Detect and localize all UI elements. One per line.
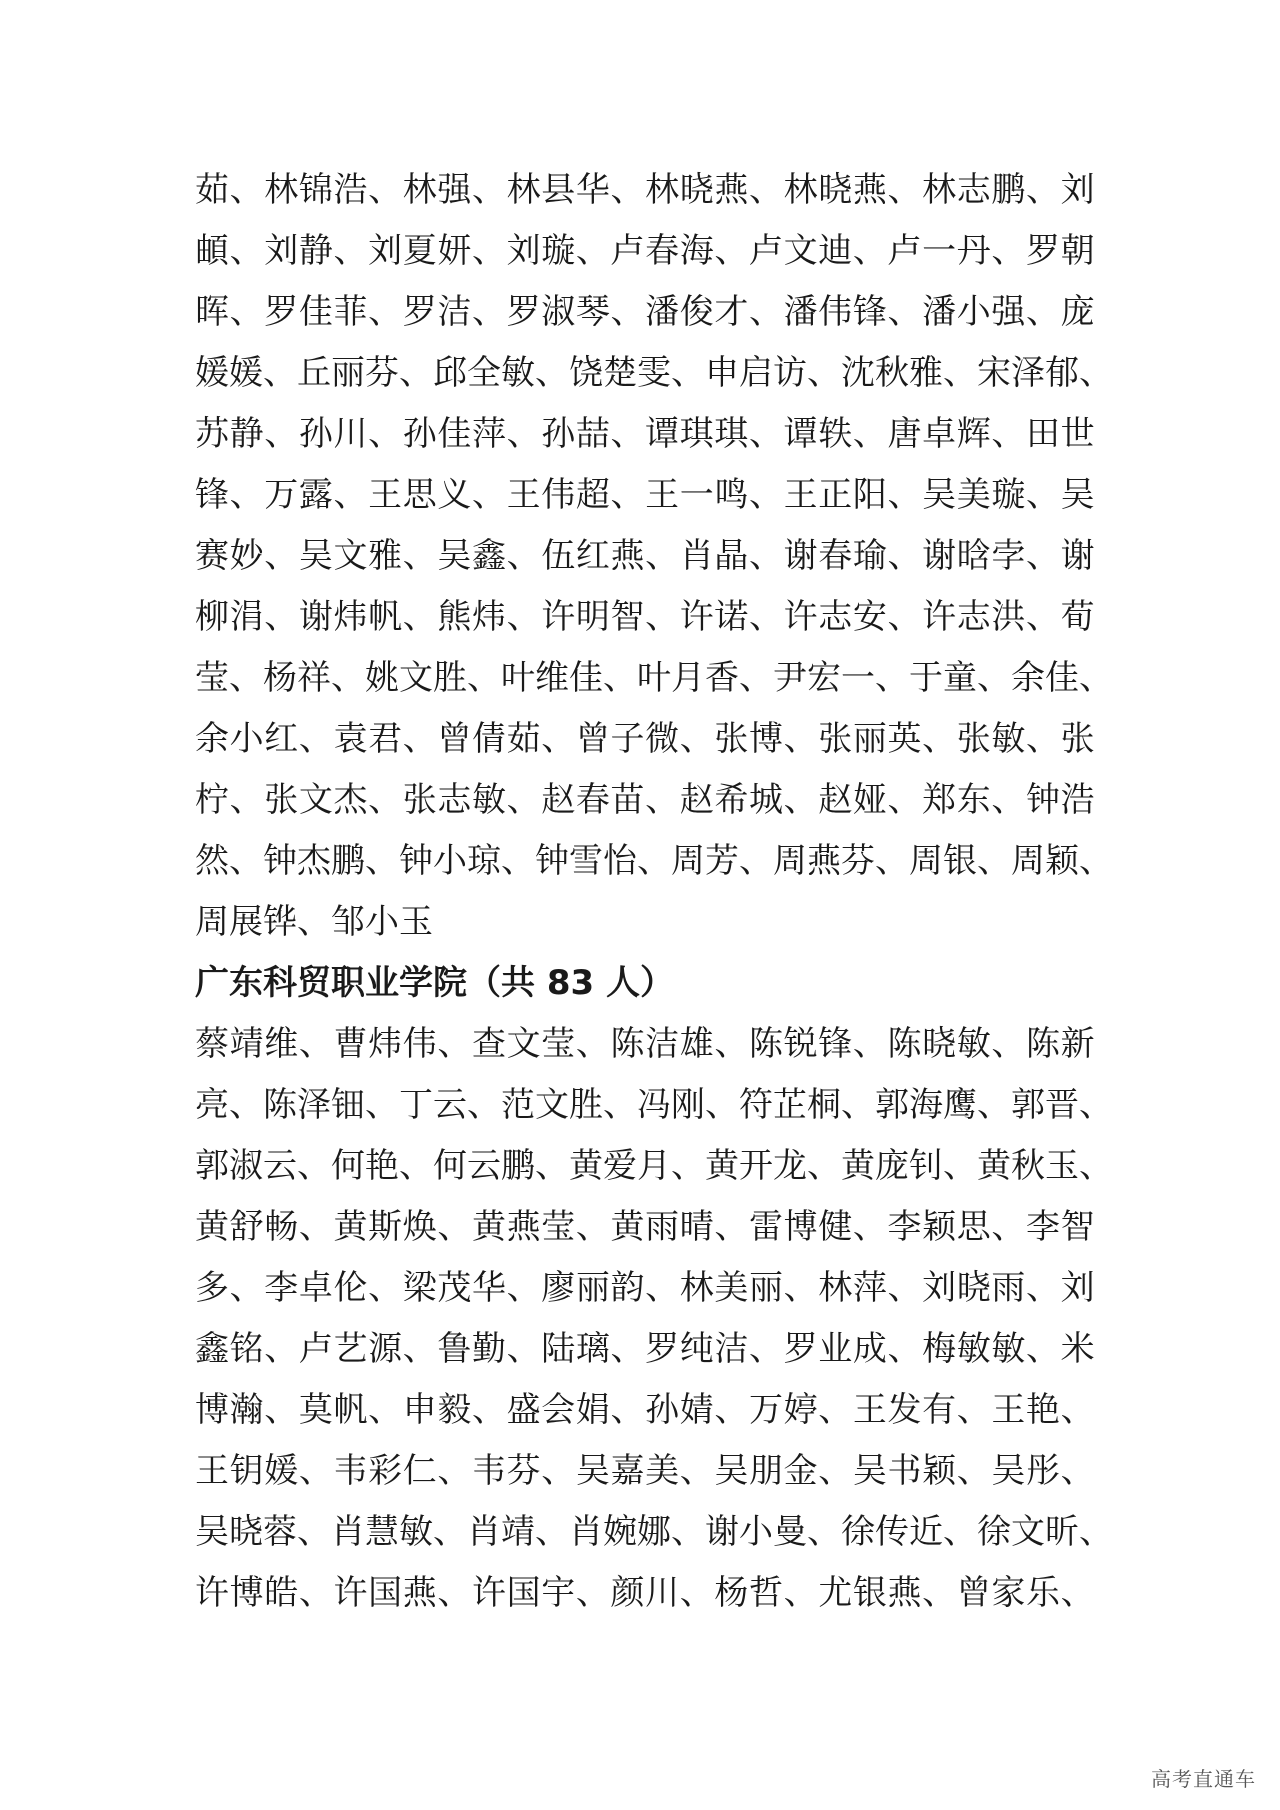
text-line: 然 、 钟 杰 鹏 、 钟 小 琼 、 钟 雪 怡 、 周 芳 、 周 燕 芬 、 周 银 、 周 颖 、 bbox=[195, 841, 1113, 881]
text-line: 頔 、 刘 静 、 刘 夏 妍 、 刘 璇 、 卢 春 海 、 卢 文 迪 、 卢 一 丹 、 罗 朝 bbox=[195, 231, 1095, 271]
text-line: 周展铧、邹小玉 bbox=[195, 902, 433, 942]
text-line: 苏 静 、 孙 川 、 孙 佳 萍 、 孙 喆 、 谭 琪 琪 、 谭 轶 、 唐 卓 辉 、 田 世 bbox=[195, 414, 1095, 454]
text-line: 蔡 靖 维 、 曹 炜 伟 、 查 文 莹 、 陈 洁 雄 、 陈 锐 锋 、 陈 晓 敏 、 陈 新 bbox=[195, 1024, 1095, 1064]
text-line: 莹 、 杨 祥 、 姚 文 胜 、 叶 维 佳 、 叶 月 香 、 尹 宏 一 、 于 童 、 余 佳 、 bbox=[195, 658, 1113, 698]
section-heading: 广东科贸职业学院（共 83 人） bbox=[195, 963, 674, 1003]
text-line: 余 小 红 、 袁 君 、 曾 倩 茹 、 曾 子 微 、 张 博 、 张 丽 英 、 张 敏 、 张 bbox=[195, 719, 1095, 759]
text-line: 赛 妙 、 吴 文 雅 、 吴 鑫 、 伍 红 燕 、 肖 晶 、 谢 春 瑜 、 谢 晗 孛 、 谢 bbox=[195, 536, 1095, 576]
text-line: 锋 、 万 露 、 王 思 义 、 王 伟 超 、 王 一 鸣 、 王 正 阳 、 吴 美 璇 、 吴 bbox=[195, 475, 1095, 515]
text-line: 媛 媛 、 丘 丽 芬 、 邱 全 敏 、 饶 楚 雯 、 申 启 访 、 沈 秋 雅 、 宋 泽 郁 、 bbox=[195, 353, 1113, 393]
document-page bbox=[195, 160, 1113, 1624]
text-line: 茹 、 林 锦 浩 、 林 强 、 林 县 华 、 林 晓 燕 、 林 晓 燕 、 林 志 鹏 、 刘 bbox=[195, 170, 1095, 210]
name-list-section-a bbox=[195, 160, 1113, 953]
text-line: 吴 晓 蓉 、 肖 慧 敏 、 肖 靖 、 肖 婉 娜 、 谢 小 曼 、 徐 传 近 、 徐 文 昕 、 bbox=[195, 1512, 1113, 1552]
text-line: 晖 、 罗 佳 菲 、 罗 洁 、 罗 淑 琴 、 潘 俊 才 、 潘 伟 锋 、 潘 小 强 、 庞 bbox=[195, 292, 1095, 332]
text-line: 博 瀚 、 莫 帆 、 申 毅 、 盛 会 娟 、 孙 婧 、 万 婷 、 王 发 有 、 王 艳 、 bbox=[195, 1390, 1095, 1430]
text-line: 鑫 铭 、 卢 艺 源 、 鲁 勤 、 陆 璃 、 罗 纯 洁 、 罗 业 成 、 梅 敏 敏 、 米 bbox=[195, 1329, 1095, 1369]
watermark: 高考直通车 bbox=[1151, 1767, 1256, 1791]
name-list-section-b bbox=[195, 1014, 1113, 1624]
text-line: 多 、 李 卓 伦 、 梁 茂 华 、 廖 丽 韵 、 林 美 丽 、 林 萍 、 刘 晓 雨 、 刘 bbox=[195, 1268, 1095, 1308]
text-line: 柠 、 张 文 杰 、 张 志 敏 、 赵 春 苗 、 赵 希 城 、 赵 娅 、 郑 东 、 钟 浩 bbox=[195, 780, 1095, 820]
text-line: 王 钥 媛 、 韦 彩 仁 、 韦 芬 、 吴 嘉 美 、 吴 朋 金 、 吴 书 颖 、 吴 彤 、 bbox=[195, 1451, 1095, 1491]
text-line: 柳 涓 、 谢 炜 帆 、 熊 炜 、 许 明 智 、 许 诺 、 许 志 安 、 许 志 洪 、 荀 bbox=[195, 597, 1095, 637]
text-line: 亮 、 陈 泽 钿 、 丁 云 、 范 文 胜 、 冯 刚 、 符 芷 桐 、 郭 海 鹰 、 郭 晋 、 bbox=[195, 1085, 1113, 1125]
text-line: 许 博 皓 、 许 国 燕 、 许 国 宇 、 颜 川 、 杨 哲 、 尤 银 燕 、 曾 家 乐 、 bbox=[195, 1573, 1095, 1613]
text-line: 黄 舒 畅 、 黄 斯 焕 、 黄 燕 莹 、 黄 雨 晴 、 雷 博 健 、 李 颖 思 、 李 智 bbox=[195, 1207, 1095, 1247]
text-line: 郭 淑 云 、 何 艳 、 何 云 鹏 、 黄 爱 月 、 黄 开 龙 、 黄 庞 钊 、 黄 秋 玉 、 bbox=[195, 1146, 1113, 1186]
